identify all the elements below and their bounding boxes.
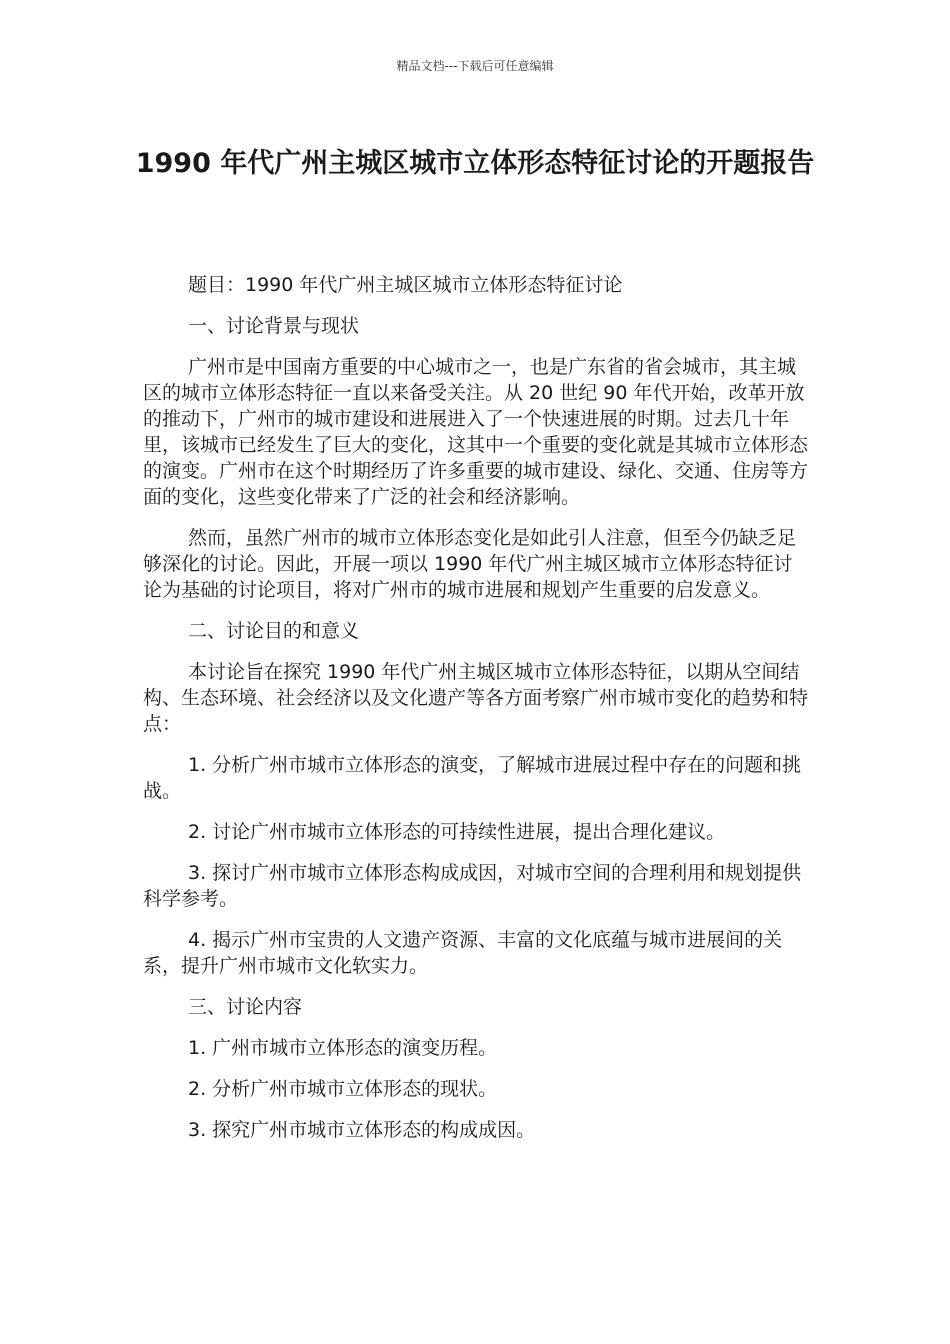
paragraph-purpose: 本讨论旨在探究 1990 年代广州主城区城市立体形态特征，以期从空间结构、生态环境、社会经济以及文化遗产等各方面考察广州市城市变化的趋势和特点： xyxy=(143,661,809,735)
list-item: 3. 探究广州市城市立体形态的构成成因。 xyxy=(188,1119,536,1141)
section-heading-purpose: 二、讨论目的和意义 xyxy=(188,620,360,642)
document-title: 1990 年代广州主城区城市立体形态特征讨论的开题报告 xyxy=(135,148,815,179)
header-note: 精品文档---下载后可任意编辑 xyxy=(396,59,554,73)
list-item: 1. 广州市城市立体形态的演变历程。 xyxy=(188,1037,498,1059)
topic-line: 题目：1990 年代广州主城区城市立体形态特征讨论 xyxy=(188,274,623,296)
list-item: 2. 讨论广州市城市立体形态的可持续性进展，提出合理化建议。 xyxy=(188,821,726,843)
document-body xyxy=(143,272,808,1158)
list-item: 1. 分析广州市城市立体形态的演变，了解城市进展过程中存在的问题和挑战。 xyxy=(143,754,802,802)
list-item: 4. 揭示广州市宝贵的人文遗产资源、丰富的文化底蕴与城市进展间的关系，提升广州市城市文化软实力。 xyxy=(143,929,783,977)
section-heading-content: 三、讨论内容 xyxy=(188,996,303,1018)
paragraph-gap: 然而，虽然广州市的城市立体形态变化是如此引人注意，但至今仍缺乏足够深化的讨论。因此，开展一项以 1990 年代广州主城区城市立体形态特征讨论为基础的讨论项目，将对广州市的城市进展和规划产生重要的启发意义。 xyxy=(143,527,797,601)
list-item: 2. 分析广州市城市立体形态的现状。 xyxy=(188,1078,498,1100)
section-heading-background: 一、讨论背景与现状 xyxy=(188,315,360,337)
paragraph-background: 广州市是中国南方重要的中心城市之一，也是广东省的省会城市，其主城区的城市立体形态特征一直以来备受关注。从 20 世纪 90 年代开始，改革开放的推动下，广州市的城市建设和进展进入了一个快速进展的时期。过去几十年里，该城市已经发生了巨大的变化，这其中一个重要的变化就是其城市立体形态的演变。广州市在这个时期经历了许多重要的城市建设、绿化、交通、住房等方面的变化，这些变化带来了广泛的社会和经济影响。 xyxy=(143,356,809,508)
list-item: 3. 探讨广州市城市立体形态构成成因，对城市空间的合理利用和规划提供科学参考。 xyxy=(143,862,802,910)
